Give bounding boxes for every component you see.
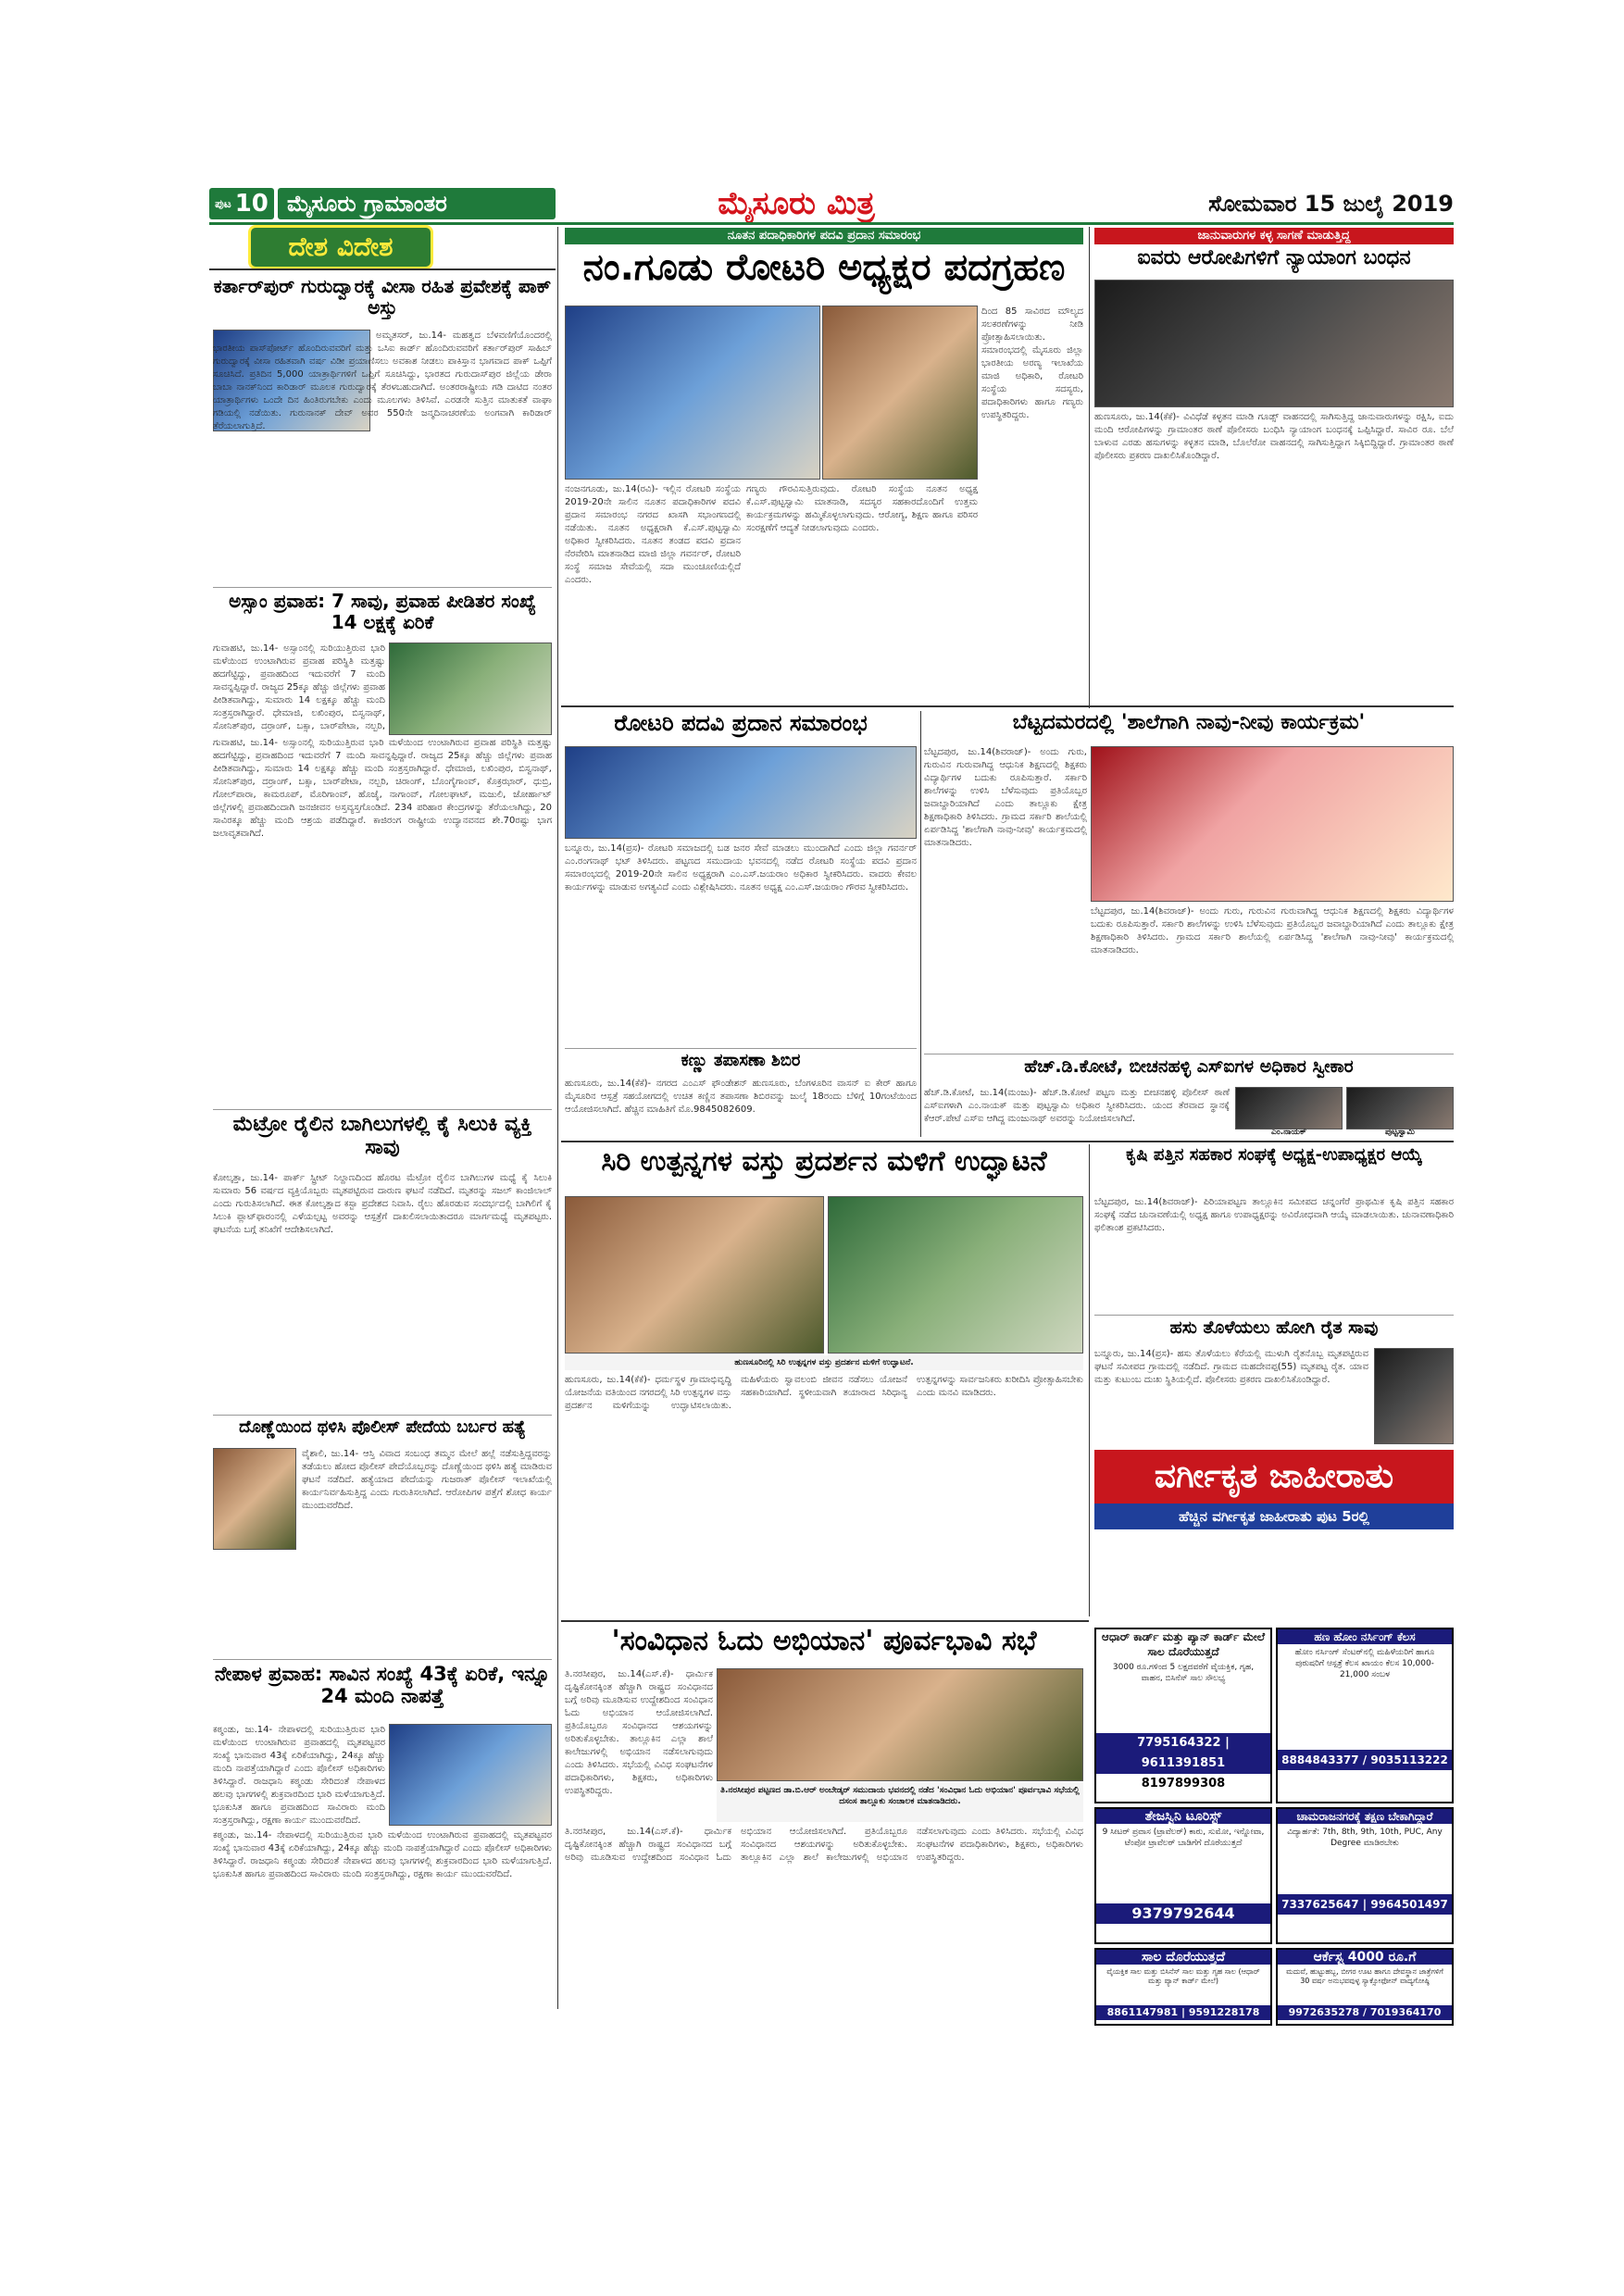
article-farmer-death: ಬನ್ನೂರು, ಜು.14(ಪ್ರಸ)- ಹಸು ತೊಳೆಯಲು ಕೆರೆಯಲ್ಲಿ ಮುಳುಗಿ ರೈತನೊಬ್ಬ ಮೃತಪಟ್ಟಿರುವ ಘಟನೆ ಸಮೀಪದ ಗ್ರಾಮದಲ್ಲಿ ನಡೆದಿದೆ. ಗ್ರಾಮದ ಮಹದೇವಪ್ಪ(55) ಮೃತಪಟ್ಟ ರೈತ. ಯಾವ ಮತ್ತು ಕುಟುಂಬ ದುಃಖ ಸ್ಥಿತಿಯಲ್ಲಿದೆ. ಪೊಲೀಸರು ಪ್ರಕರಣ ದಾಖಲಿಸಿಕೊಂಡಿದ್ದಾರೆ. <box>1094 1349 1368 1385</box>
issue-date: ಸೋಮವಾರ 15 ಜುಲೈ 2019 <box>1208 191 1454 217</box>
ad-phone-2: 8197899308 <box>1096 1774 1270 1794</box>
samvidhana-photo <box>717 1668 1083 1781</box>
desh-videsh-banner: ದೇಶ ವಿದೇಶ <box>248 225 433 269</box>
ad-phone: 7795164322 | 9611391851 <box>1096 1733 1270 1774</box>
ad-loan-aadhar[interactable] <box>1094 1628 1272 1803</box>
ad-phone: 8861147981 | 9591228178 <box>1096 2005 1270 2020</box>
headline-assam-flood: ಅಸ್ಸಾಂ ಪ್ರವಾಹ: 7 ಸಾವು, ಪ್ರವಾಹ ಪೀಡಿತರ ಸಂಖ್ಯೆ 14 ಲಕ್ಷಕ್ಕೆ ಏರಿಕೆ <box>229 591 536 633</box>
headline-nepal-flood: ನೇಪಾಳ ಪ್ರವಾಹ: ಸಾವಿನ ಸಂಖ್ಯೆ 43ಕ್ಕೆ ಏರಿಕೆ, ಇನ್ನೂ 24 ಮಂದಿ ನಾಪತ್ತೆ <box>214 1663 551 1708</box>
police-photo <box>213 1448 296 1550</box>
ad-home-nursing[interactable] <box>1276 1628 1454 1803</box>
article-samvidhana-b: ತಿ.ನರಸೀಪುರ, ಜು.14(ಎಸ್.ಕೆ)- ಧಾರ್ಮಿಕ ದೃಷ್ಟಿಕೋನಕ್ಕಿಂತ ಹೆಚ್ಚಾಗಿ ರಾಷ್ಟ್ರದ ಸಂವಿಧಾನದ ಬಗ್ಗೆ ಅರಿವು ಮೂಡಿಸುವ ಉದ್ದೇಶದಿಂದ ಸಂವಿಧಾನ ಓದು ಅಭಿಯಾನ ಆಯೋಜಿಸಲಾಗಿದೆ. ಪ್ರತಿಯೊಬ್ಬರೂ ಸಂವಿಧಾನದ ಆಶಯಗಳನ್ನು ಅರಿತುಕೊಳ್ಳಬೇಕು. ತಾಲ್ಲೂಕಿನ ಎಲ್ಲಾ ಶಾಲೆ ಕಾಲೇಜುಗಳಲ್ಲಿ ಅಭಿಯಾನ ನಡೆಸಲಾಗುವುದು ಎಂದು ತಿಳಿಸಿದರು. ಸಭೆಯಲ್ಲಿ ವಿವಿಧ ಸಂಘಟನೆಗಳ ಪದಾಧಿಕಾರಿಗಳು, ಶಿಕ್ಷಕರು, ಅಧಿಕಾರಿಗಳು ಉಪಸ್ಥಿತರಿದ್ದರು. <box>565 1827 1083 1863</box>
ad-title: ಆಧಾರ್ ಕಾರ್ಡ್ ಮತ್ತು ಪ್ಯಾನ್ ಕಾರ್ಡ್ ಮೇಲೆ ಸಾಲ ದೊರೆಯುತ್ತದೆ <box>1101 1630 1266 1658</box>
column-divider <box>1089 227 1090 708</box>
headline-samvidhana: 'ಸಂವಿಧಾನ ಓದು ಅಭಿಯಾನ' ಪೂರ್ವಭಾವಿ ಸಭೆ <box>611 1626 1037 1657</box>
ad-tourist[interactable] <box>1094 1807 1272 1944</box>
ad-body: ವಿದ್ಯಾರ್ಹತೆ: 7th, 8th, 9th, 10th, PUC, Any Degree ಮಾಡಿರಬೇಕು <box>1287 1828 1443 1848</box>
classifieds-banner: ವರ್ಗೀಕೃತ ಜಾಹೀರಾತು <box>1094 1450 1454 1504</box>
school-program-photo <box>1091 746 1454 902</box>
article-police-murder: ವೈಶಾಲಿ, ಜು.14- ಆಸ್ತಿ ವಿವಾದ ಸಂಬಂಧ ತಮ್ಮನ ಮೇಲೆ ಹಲ್ಲೆ ನಡೆಸುತ್ತಿದ್ದವರನ್ನು ತಡೆಯಲು ಹೋದ ಪೊಲೀಸ್ ಪೇದೆಯೊಬ್ಬರನ್ನು ದೊಣ್ಣೆಯಿಂದ ಥಳಿಸಿ ಹತ್ಯೆ ಮಾಡಿರುವ ಘಟನೆ ನಡೆದಿದೆ. ಹತ್ಯೆಯಾದ ಪೇದೆಯನ್ನು ಗುಜರಾತ್ ಪೊಲೀಸ್ ಇಲಾಖೆಯಲ್ಲಿ ಕಾರ್ಯನಿರ್ವಹಿಸುತ್ತಿದ್ದ ಎಂದು ಗುರುತಿಸಲಾಗಿದೆ. ಆರೋಪಿಗಳ ಪತ್ತೆಗೆ ಶೋಧ ಕಾರ್ಯ ಮುಂದುವರೆದಿದೆ. <box>302 1449 552 1511</box>
column-divider <box>557 227 558 2009</box>
ad-title: ಸಾಲ ದೊರೆಯುತ್ತದೆ <box>1096 1950 1270 1965</box>
rotary-photo-2 <box>822 306 978 480</box>
rotary-bannur-photo <box>565 746 917 839</box>
separator <box>213 1415 552 1416</box>
article-arrest: ಹುಣಸೂರು, ಜು.14(ಕೆಕೆ)- ವಿವಿಧೆಡೆ ಕಳ್ಳತನ ಮಾಡಿ ಗೂಡ್ಸ್ ವಾಹನದಲ್ಲಿ ಸಾಗಿಸುತ್ತಿದ್ದ ಜಾನುವಾರುಗಳನ್ನು ರಕ್ಷಿಸಿ, ಐದು ಮಂದಿ ಆರೋಪಿಗಳನ್ನು ಗ್ರಾಮಾಂತರ ಠಾಣೆ ಪೊಲೀಸರು ಬಂಧಿಸಿ ನ್ಯಾಯಾಂಗ ಬಂಧನಕ್ಕೆ ಒಪ್ಪಿಸಿದ್ದಾರೆ. ಸಾವಿರ ರೂ. ಬೆಲೆ ಬಾಳುವ ಎರಡು ಹಸುಗಳನ್ನು ಕಳ್ಳತನ ಮಾಡಿ, ಬೊಲೆರೋ ವಾಹನದಲ್ಲಿ ಸಾಗಿಸುತ್ತಿದ್ದಾಗ ಸಿಕ್ಕಿಬಿದ್ದಿದ್ದಾರೆ. ಗ್ರಾಮಾಂತರ ಠಾಣೆ ಪೊಲೀಸರು ಪ್ರಕರಣ ದಾಖಲಿಸಿಕೊಂಡಿದ್ದಾರೆ. <box>1094 412 1454 461</box>
assam-flood-photo <box>389 643 552 735</box>
headline-siri-exhibition: ಸಿರಿ ಉತ್ಪನ್ನಗಳ ವಸ್ತು ಪ್ರದರ್ಶನ ಮಳಿಗೆ ಉದ್ಘಾಟನೆ <box>601 1146 1047 1178</box>
article-rotary-b: ಗಣ್ಯರು ಗೌರವಿಸುತ್ತಿರುವುದು. ರೋಟರಿ ಸಂಸ್ಥೆಯ ನೂತನ ಅಧ್ಯಕ್ಷ ಕೆ.ಎಸ್.ಪುಟ್ಟಸ್ವಾಮಿ ಮಾತನಾಡಿ, ಸದಸ್ಯರ ಸಹಕಾರದೊಂದಿಗೆ ಉತ್ತಮ ಕಾರ್ಯಕ್ರಮಗಳನ್ನು ಹಮ್ಮಿಕೊಳ್ಳಲಾಗುವುದು. ಆರೋಗ್ಯ, ಶಿಕ್ಷಣ ಹಾಗೂ ಪರಿಸರ ಸಂರಕ್ಷಣೆಗೆ ಆದ್ಯತೆ ನೀಡಲಾಗುವುದು ಎಂದರು. <box>746 484 978 533</box>
section-rule <box>561 1141 1454 1142</box>
section-rule <box>561 1620 1089 1622</box>
headline-farmer-death: ಹಸು ತೊಳೆಯಲು ಹೋಗಿ ರೈತ ಸಾವು <box>1169 1318 1379 1338</box>
arrest-kicker: ಜಾನುವಾರುಗಳ ಕಳ್ಳ ಸಾಗಣೆ ಮಾಡುತ್ತಿದ್ದ <box>1094 228 1454 244</box>
ad-phone: 9972635278 / 7019364170 <box>1278 2005 1452 2020</box>
article-rotary-bannur: ಬನ್ನೂರು, ಜು.14(ಪ್ರಸ)- ರೋಟರಿ ಸಮಾಜದಲ್ಲಿ ಬಡ ಜನರ ಸೇವೆ ಮಾಡಲು ಮುಂದಾಗಿದೆ ಎಂದು ಜಿಲ್ಲಾ ಗವರ್ನರ್ ಎಂ.ರಂಗನಾಥ್ ಭಟ್ ತಿಳಿಸಿದರು. ಪಟ್ಟಣದ ಸಮುದಾಯ ಭವನದಲ್ಲಿ ನಡೆದ ರೋಟರಿ ಸಂಸ್ಥೆಯ ಪದವಿ ಪ್ರದಾನ ಸಮಾರಂಭದಲ್ಲಿ 2019-20ನೇ ಸಾಲಿನ ಅಧ್ಯಕ್ಷರಾಗಿ ಎಂ.ಎಸ್.ಜಯರಾಂ ಅಧಿಕಾರ ಸ್ವೀಕರಿಸಿದರು. ವಾದರು ಕೇವಲ ಕಾರ್ಯಗಳನ್ನು ಮಾಡುವ ಅಗತ್ಯವಿದೆ ಎಂದು ವಿಶ್ಲೇಷಿಸಿದರು. ನೂತನ ಅಧ್ಯಕ್ಷ ಎಂ.ಎಸ್.ಜಯರಾಂ ಗೌರವ ಸ್ವೀಕರಿಸಿದರು. <box>565 843 917 892</box>
ad-orchestra[interactable] <box>1276 1948 1454 2026</box>
column-divider <box>920 711 921 1137</box>
section-title: ಮೈಸೂರು ಗ್ರಾಮಾಂತರ <box>278 188 556 219</box>
samvidhana-caption: ತಿ.ನರಸೀಪುರ ಪಟ್ಟಣದ ಡಾ.ಬಿ.ಆರ್ ಅಂಬೇಡ್ಕರ್ ಸಮುದಾಯ ಭವನದಲ್ಲಿ ನಡೆದ 'ಸಂವಿಧಾನ ಓದು ಅಭಿಯಾನ' ಪೂರ್ವಭಾವಿ ಸಭೆಯಲ್ಲಿ ದಸಂಸ ತಾಲ್ಲೂಕು ಸಂಚಾಲಕ ಮಾತನಾಡಿದರು. <box>717 1783 1083 1822</box>
page-number: 10 <box>234 190 269 218</box>
article-krishi-election: ಬೆಟ್ಟದಪುರ, ಜು.14(ಶಿವರಾಜ್)- ಪಿರಿಯಾಪಟ್ಟಣ ತಾಲ್ಲೂಕಿನ ಸಮೀಪದ ಚನ್ನಂಗೆರೆ ಪ್ರಾಥಮಿಕ ಕೃಷಿ ಪತ್ತಿನ ಸಹಕಾರ ಸಂಘಕ್ಕೆ ನಡೆದ ಚುನಾವಣೆಯಲ್ಲಿ ಅಧ್ಯಕ್ಷ ಹಾಗೂ ಉಪಾಧ್ಯಕ್ಷರನ್ನು ಅವಿರೋಧವಾಗಿ ಆಯ್ಕೆ ಮಾಡಲಾಯಿತು. ಚುನಾವಣಾಧಿಕಾರಿ ಫಲಿತಾಂಶ ಪ್ರಕಟಿಸಿದರು. <box>1094 1197 1454 1233</box>
siri-caption: ಹುಣಸೂರಿನಲ್ಲಿ ಸಿರಿ ಉತ್ಪನ್ನಗಳ ವಸ್ತು ಪ್ರದರ್ಶನ ಮಳಿಗೆ ಉದ್ಘಾಟನೆ. <box>565 1355 1083 1370</box>
article-samvidhana-a: ತಿ.ನರಸೀಪುರ, ಜು.14(ಎಸ್.ಕೆ)- ಧಾರ್ಮಿಕ ದೃಷ್ಟಿಕೋನಕ್ಕಿಂತ ಹೆಚ್ಚಾಗಿ ರಾಷ್ಟ್ರದ ಸಂವಿಧಾನದ ಬಗ್ಗೆ ಅರಿವು ಮೂಡಿಸುವ ಉದ್ದೇಶದಿಂದ ಸಂವಿಧಾನ ಓದು ಅಭಿಯಾನ ಆಯೋಜಿಸಲಾಗಿದೆ. ಪ್ರತಿಯೊಬ್ಬರೂ ಸಂವಿಧಾನದ ಆಶಯಗಳನ್ನು ಅರಿತುಕೊಳ್ಳಬೇಕು. ತಾಲ್ಲೂಕಿನ ಎಲ್ಲಾ ಶಾಲೆ ಕಾಲೇಜುಗಳಲ್ಲಿ ಅಭಿಯಾನ ನಡೆಸಲಾಗುವುದು ಎಂದು ತಿಳಿಸಿದರು. ಸಭೆಯಲ್ಲಿ ವಿವಿಧ ಸಂಘಟನೆಗಳ ಪದಾಧಿಕಾರಿಗಳು, ಶಿಕ್ಷಕರು, ಅಧಿಕಾರಿಗಳು ಉಪಸ್ಥಿತರಿದ್ದರು. <box>565 1669 713 1796</box>
section-rule <box>561 705 1454 707</box>
ad-title: ಆರ್ಕೆಸ್ಟ್ರ 4000 ರೂ.ಗೆ <box>1278 1950 1452 1965</box>
article-assam-flood-b: ಗುವಾಹಟಿ, ಜು.14- ಅಸ್ಸಾಂನಲ್ಲಿ ಸುರಿಯುತ್ತಿರುವ ಭಾರಿ ಮಳೆಯಿಂದ ಉಂಟಾಗಿರುವ ಪ್ರವಾಹ ಪರಿಸ್ಥಿತಿ ಮತ್ತಷ್ಟು ಹದಗೆಟ್ಟಿದ್ದು, ಪ್ರವಾಹದಿಂದ ಇದುವರೆಗೆ 7 ಮಂದಿ ಸಾವನ್ನಪ್ಪಿದ್ದಾರೆ. ರಾಜ್ಯದ 25ಕ್ಕೂ ಹೆಚ್ಚು ಜಿಲ್ಲೆಗಳು ಪ್ರವಾಹ ಪೀಡಿತವಾಗಿದ್ದು, ಸುಮಾರು 14 ಲಕ್ಷಕ್ಕೂ ಹೆಚ್ಚು ಮಂದಿ ಸಂತ್ರಸ್ತರಾಗಿದ್ದಾರೆ. ಧೇಮಾಜಿ, ಲಖಿಂಪುರ, ಬಿಸ್ವನಾಥ್, ಸೋನಿತ್‌ಪುರ, ದರ್ರಾಂಗ್, ಬಕ್ಸಾ, ಬಾರ್‌ಪೇಟಾ, ನಲ್ಬರಿ, ಚಿರಾಂಗ್, ಬೊಂಗೈಗಾಂವ್, ಕೊಕ್ರಝಾರ್, ಧುಬ್ರಿ, ಗೋಲ್‌ಪಾರಾ, ಕಾಮರೂಪ್, ಮೊರಿಗಾಂವ್, ಹೊಜೈ, ನಾಗಾಂವ್, ಗೋಲಘಾಟ್, ಮಜುಲಿ, ಜೋರ್ಹಾಟ್ ಜಿಲ್ಲೆಗಳಲ್ಲಿ ಪ್ರವಾಹದಿಂದಾಗಿ ಜನಜೀವನ ಅಸ್ತವ್ಯಸ್ತಗೊಂಡಿದೆ. 234 ಪರಿಹಾರ ಕೇಂದ್ರಗಳನ್ನು ತೆರೆಯಲಾಗಿದ್ದು, 20 ಸಾವಿರಕ್ಕೂ ಹೆಚ್ಚು ಮಂದಿ ಆಶ್ರಯ ಪಡೆದಿದ್ದಾರೆ. ಕಾಜಿರಂಗ ರಾಷ್ಟ್ರೀಯ ಉದ್ಯಾನವನದ ಶೇ.70ರಷ್ಟು ಭಾಗ ಜಲಾವೃತವಾಗಿದೆ. <box>213 738 552 839</box>
ad-jobs[interactable] <box>1276 1807 1454 1944</box>
ad-title: ತೇಜಸ್ವಿನಿ ಟೂರಿಸ್ಟ್ <box>1096 1809 1270 1824</box>
article-nepal-flood-b: ಕಠ್ಮಂಡು, ಜು.14- ನೇಪಾಳದಲ್ಲಿ ಸುರಿಯುತ್ತಿರುವ ಭಾರಿ ಮಳೆಯಿಂದ ಉಂಟಾಗಿರುವ ಪ್ರವಾಹದಲ್ಲಿ ಮೃತಪಟ್ಟವರ ಸಂಖ್ಯೆ ಭಾನುವಾರ 43ಕ್ಕೆ ಏರಿಕೆಯಾಗಿದ್ದು, 24ಕ್ಕೂ ಹೆಚ್ಚು ಮಂದಿ ನಾಪತ್ತೆಯಾಗಿದ್ದಾರೆ ಎಂದು ಪೊಲೀಸ್ ಅಧಿಕಾರಿಗಳು ತಿಳಿಸಿದ್ದಾರೆ. ರಾಜಧಾನಿ ಕಠ್ಮಂಡು ಸೇರಿದಂತೆ ನೇಪಾಳದ ಹಲವು ಭಾಗಗಳಲ್ಲಿ ಶುಕ್ರವಾರದಿಂದ ಭಾರಿ ಮಳೆಯಾಗುತ್ತಿದೆ. ಭೂಕುಸಿತ ಹಾಗೂ ಪ್ರವಾಹದಿಂದ ಸಾವಿರಾರು ಮಂದಿ ಸಂತ್ರಸ್ತರಾಗಿದ್ದು, ರಕ್ಷಣಾ ಕಾರ್ಯ ಮುಂದುವರೆದಿದೆ. <box>213 1830 552 1879</box>
si-caption-2: ಪುಟ್ಟಸ್ವಾಮಿ <box>1384 1128 1416 1137</box>
siri-photo-1 <box>565 1196 824 1354</box>
headline-metro: ಮೆಟ್ರೋ ರೈಲಿನ ಬಾಗಿಲುಗಳಲ್ಲಿ ಕೈ ಸಿಲುಕಿ ವ್ಯಕ್ತಿ ಸಾವು <box>232 1113 532 1160</box>
separator <box>213 587 552 588</box>
article-kartarpur: ಅಮೃತಸರ್, ಜು.14- ಮಹತ್ವದ ಬೆಳವಣಿಗೆಯೊಂದರಲ್ಲಿ ಭಾರತೀಯ ಪಾಸ್‌ಪೋರ್ಟ್ ಹೊಂದಿರುವವರಿಗೆ ಮತ್ತು ಒಸಿಐ ಕಾರ್ಡ್ ಹೊಂದಿರುವವರಿಗೆ ಕರ್ತಾರ್‌ಪುರ್ ಸಾಹಿಬ್ ಗುರುದ್ವಾರಕ್ಕೆ ವೀಸಾ ರಹಿತವಾಗಿ ವರ್ಷ ವಿಡೀ ಪ್ರಯಾಣಿಸಲು ಅವಕಾಶ ನೀಡಲು ಪಾಕಿಸ್ತಾನ ಭಾಗವಾದ ಪಾಕ್ ಒಪ್ಪಿಗೆ ಸೂಚಿಸಿದೆ. ಪ್ರತಿದಿನ 5,000 ಯಾತ್ರಾರ್ಥಿಗಳಿಗೆ ಒಪ್ಪಿಗೆ ಸೂಚಿಸಿದ್ದು, ಭಾರತದ ಗುರುದಾಸ್‌ಪುರ ಜಿಲ್ಲೆಯ ಡೇರಾ ಬಾಬಾ ನಾನಕ್‌ನಿಂದ ಕಾರಿಡಾರ್ ಮೂಲಕ ಗುರುದ್ವಾರಕ್ಕೆ ತೆರಳಬಹುದಾಗಿದೆ. ಅಂತರರಾಷ್ಟ್ರೀಯ ಗಡಿ ದಾಟಿದ ನಂತರ ಯಾತ್ರಾರ್ಥಿಗಳು ಒಂದೇ ದಿನ ಹಿಂತಿರುಗಬೇಕು ಎಂದು ಮೂಲಗಳು ತಿಳಿಸಿವೆ. ಎರಡನೇ ಸುತ್ತಿನ ಮಾತುಕತೆ ವಾಘಾ ಗಡಿಯಲ್ಲಿ ನಡೆಯಿತು. ಗುರುನಾನಕ್ ದೇವ್ ಅವರ 550ನೇ ಜನ್ಮದಿನಾಚರಣೆಯ ಅಂಗವಾಗಿ ಕಾರಿಡಾರ್ ತೆರೆಯಲಾಗುತ್ತಿದೆ. <box>213 331 552 431</box>
article-assam-flood-a: ಗುವಾಹಟಿ, ಜು.14- ಅಸ್ಸಾಂನಲ್ಲಿ ಸುರಿಯುತ್ತಿರುವ ಭಾರಿ ಮಳೆಯಿಂದ ಉಂಟಾಗಿರುವ ಪ್ರವಾಹ ಪರಿಸ್ಥಿತಿ ಮತ್ತಷ್ಟು ಹದಗೆಟ್ಟಿದ್ದು, ಪ್ರವಾಹದಿಂದ ಇದುವರೆಗೆ 7 ಮಂದಿ ಸಾವನ್ನಪ್ಪಿದ್ದಾರೆ. ರಾಜ್ಯದ 25ಕ್ಕೂ ಹೆಚ್ಚು ಜಿಲ್ಲೆಗಳು ಪ್ರವಾಹ ಪೀಡಿತವಾಗಿದ್ದು, ಸುಮಾರು 14 ಲಕ್ಷಕ್ಕೂ ಹೆಚ್ಚು ಮಂದಿ ಸಂತ್ರಸ್ತರಾಗಿದ್ದಾರೆ. ಧೇಮಾಜಿ, ಲಖಿಂಪುರ, ಬಿಸ್ವನಾಥ್, ಸೋನಿತ್‌ಪುರ, ದರ್ರಾಂಗ್, ಬಕ್ಸಾ, ಬಾರ್‌ಪೇಟಾ, ನಲ್ಬರಿ, <box>213 643 385 731</box>
headline-school-program: ಬೆಟ್ಟದಮರದಲ್ಲಿ 'ಶಾಲೆಗಾಗಿ ನಾವು-ನೀವು ಕಾರ್ಯಕ್ರಮ' <box>1012 711 1366 734</box>
article-school-program-a: ಬೆಟ್ಟದಪುರ, ಜು.14(ಶಿವರಾಜ್)- ಅಂದು ಗುರು, ಗುರುವಿನ ಗುರುವಾಗಿದ್ದ ಆಧುನಿಕ ಶಿಕ್ಷಣದಲ್ಲಿ ಶಿಕ್ಷಕರು ವಿದ್ಯಾರ್ಥಿಗಳ ಬದುಕು ರೂಪಿಸುತ್ತಾರೆ. ಸರ್ಕಾರಿ ಶಾಲೆಗಳನ್ನು ಉಳಿಸಿ ಬೆಳೆಸುವುದು ಪ್ರತಿಯೊಬ್ಬರ ಜವಾಬ್ದಾರಿಯಾಗಿದೆ ಎಂದು ತಾಲ್ಲೂಕು ಕ್ಷೇತ್ರ ಶಿಕ್ಷಣಾಧಿಕಾರಿ ತಿಳಿಸಿದರು. ಗ್ರಾಮದ ಸರ್ಕಾರಿ ಶಾಲೆಯಲ್ಲಿ ಏರ್ಪಡಿಸಿದ್ದ 'ಶಾಲೆಗಾಗಿ ನಾವು-ನೀವು' ಕಾರ್ಯಕ್ರಮದಲ್ಲಿ ಮಾತನಾಡಿದರು. <box>924 747 1087 848</box>
article-metro: ಕೋಲ್ಕತ್ತಾ, ಜು.14- ಪಾರ್ಕ್ ಸ್ಟ್ರೀಟ್ ನಿಲ್ದಾಣದಿಂದ ಹೊರಟ ಮೆಟ್ರೋ ರೈಲಿನ ಬಾಗಿಲುಗಳ ಮಧ್ಯೆ ಕೈ ಸಿಲುಕಿ ಸುಮಾರು 56 ವರ್ಷದ ವ್ಯಕ್ತಿಯೊಬ್ಬರು ಮೃತಪಟ್ಟಿರುವ ದಾರುಣ ಘಟನೆ ನಡೆದಿದೆ. ಮೃತರನ್ನು ಸಜಲ್ ಕಾಂಜಿಲಾಲ್ ಎಂದು ಗುರುತಿಸಲಾಗಿದೆ. ಈತ ಕೋಲ್ಕತ್ತಾದ ಕಸ್ಬಾ ಪ್ರದೇಶದ ನಿವಾಸಿ. ರೈಲು ಹೊರಡುವ ಸಂದರ್ಭದಲ್ಲಿ ಬಾಗಿಲಿಗೆ ಕೈ ಸಿಲುಕಿ ಪ್ಲಾಟ್‌ಫಾರಂನಲ್ಲಿ ಎಳೆಯಲ್ಪಟ್ಟ ಅವರನ್ನು ಆಸ್ಪತ್ರೆಗೆ ದಾಖಲಿಸಲಾಯಿತಾದರೂ ಮಾರ್ಗಮಧ್ಯೆ ಮೃತಪಟ್ಟರು. ಘಟನೆಯ ಬಗ್ಗೆ ತನಿಖೆಗೆ ಆದೇಶಿಸಲಾಗಿದೆ. <box>213 1173 552 1235</box>
siri-photo-2 <box>828 1196 1083 1354</box>
ad-body: 9 ಸೀಟರ್ ಪ್ರವಾಸ (ಟ್ರಾವೆಲರ್) ಕಾರು, ಸುಮೋ, ಇನ್ನೋವಾ, ಟೆಂಪೋ ಟ್ರಾವೆಲರ್ ಬಾಡಿಗೆಗೆ ದೊರೆಯುತ್ತದೆ <box>1102 1828 1265 1848</box>
si-caption-1: ಎಂ.ನಾಯಕ್ <box>1271 1128 1306 1137</box>
newspaper-name: ಮೈಸೂರು ಮಿತ್ರ <box>718 185 875 222</box>
page-label: ಪುಟ <box>215 196 231 210</box>
separator <box>213 1659 552 1660</box>
headline-arrest: ಐವರು ಆರೋಪಿಗಳಿಗೆ ನ್ಯಾಯಾಂಗ ಬಂಧನ <box>1137 246 1411 269</box>
nepal-flood-photo <box>389 1724 552 1826</box>
classifieds-subtitle: ಹೆಚ್ಚಿನ ವರ್ಗೀಕೃತ ಜಾಹೀರಾತು ಪುಟ 5ರಲ್ಲಿ <box>1094 1504 1454 1529</box>
article-school-program-b: ಬೆಟ್ಟದಪುರ, ಜು.14(ಶಿವರಾಜ್)- ಅಂದು ಗುರು, ಗುರುವಿನ ಗುರುವಾಗಿದ್ದ ಆಧುನಿಕ ಶಿಕ್ಷಣದಲ್ಲಿ ಶಿಕ್ಷಕರು ವಿದ್ಯಾರ್ಥಿಗಳ ಬದುಕು ರೂಪಿಸುತ್ತಾರೆ. ಸರ್ಕಾರಿ ಶಾಲೆಗಳನ್ನು ಉಳಿಸಿ ಬೆಳೆಸುವುದು ಪ್ರತಿಯೊಬ್ಬರ ಜವಾಬ್ದಾರಿಯಾಗಿದೆ ಎಂದು ತಾಲ್ಲೂಕು ಕ್ಷೇತ್ರ ಶಿಕ್ಷಣಾಧಿಕಾರಿ ತಿಳಿಸಿದರು. ಗ್ರಾಮದ ಸರ್ಕಾರಿ ಶಾಲೆಯಲ್ಲಿ ಏರ್ಪಡಿಸಿದ್ದ 'ಶಾಲೆಗಾಗಿ ನಾವು-ನೀವು' ಕಾರ್ಯಕ್ರಮದಲ್ಲಿ ಮಾತನಾಡಿದರು. <box>1091 906 1454 955</box>
ad-phone: 7337625647 | 9964501497 <box>1278 1894 1452 1915</box>
ad-phone: 9379792644 <box>1096 1903 1270 1924</box>
separator <box>565 1048 917 1049</box>
arrest-photo <box>1094 280 1454 407</box>
ad-body: ಹೋಂ ನರ್ಸಿಂಗ್ ಸೆಂಟರ್‌ನಲ್ಲಿ ಮಹಿಳೆಯರಿಗೆ ಹಾಗೂ ಪುರುಷರಿಗೆ ಆಸ್ಪತ್ರೆ ಕೆಲಸ ಖಾಯಂ ಕೆಲಸ 10,000-21,000 ಸಂಬಳ <box>1294 1648 1435 1679</box>
ad-body: ವೈಯಕ್ತಿಕ ಸಾಲ ಮತ್ತು ಬಿಸಿನೆಸ್ ಸಾಲ ಮತ್ತು ಗೃಹ ಸಾಲ (ಆಧಾರ್ ಮತ್ತು ಪ್ಯಾನ್ ಕಾರ್ಡ್ ಮೇಲೆ) <box>1106 1967 1260 1985</box>
headline-rotary-bannur: ರೋಟರಿ ಪದವಿ ಪ್ರದಾನ ಸಮಾರಂಭ <box>614 711 868 736</box>
article-nepal-flood-a: ಕಠ್ಮಂಡು, ಜು.14- ನೇಪಾಳದಲ್ಲಿ ಸುರಿಯುತ್ತಿರುವ ಭಾರಿ ಮಳೆಯಿಂದ ಉಂಟಾಗಿರುವ ಪ್ರವಾಹದಲ್ಲಿ ಮೃತಪಟ್ಟವರ ಸಂಖ್ಯೆ ಭಾನುವಾರ 43ಕ್ಕೆ ಏರಿಕೆಯಾಗಿದ್ದು, 24ಕ್ಕೂ ಹೆಚ್ಚು ಮಂದಿ ನಾಪತ್ತೆಯಾಗಿದ್ದಾರೆ ಎಂದು ಪೊಲೀಸ್ ಅಧಿಕಾರಿಗಳು ತಿಳಿಸಿದ್ದಾರೆ. ರಾಜಧಾನಿ ಕಠ್ಮಂಡು ಸೇರಿದಂತೆ ನೇಪಾಳದ ಹಲವು ಭಾಗಗಳಲ್ಲಿ ಶುಕ್ರವಾರದಿಂದ ಭಾರಿ ಮಳೆಯಾಗುತ್ತಿದೆ. ಭೂಕುಸಿತ ಹಾಗೂ ಪ್ರವಾಹದಿಂದ ಸಾವಿರಾರು ಮಂದಿ ಸಂತ್ರಸ್ತರಾಗಿದ್ದು, ರಕ್ಷಣಾ ಕಾರ್ಯ ಮುಂದುವರೆದಿದೆ. <box>213 1725 385 1826</box>
page-number-badge <box>209 188 274 219</box>
ad-title: ಚಾಮರಾಜನಗರಕ್ಕೆ ತಕ್ಷಣ ಬೇಕಾಗಿದ್ದಾರೆ <box>1278 1809 1452 1824</box>
headline-si-charge: ಹೆಚ್.ಡಿ.ಕೋಟೆ, ಬೀಚನಹಳ್ಳಿ ಎಸ್‌ಐಗಳ ಅಧಿಕಾರ ಸ್ವೀಕಾರ <box>1024 1057 1354 1077</box>
ad-title: ಹಣ ಹೋಂ ನರ್ಸಿಂಗ್ ಕೆಲಸ <box>1278 1629 1452 1644</box>
article-si-charge: ಹೆಚ್.ಡಿ.ಕೋಟೆ, ಜು.14(ಮಂಜು)- ಹೆಚ್.ಡಿ.ಕೋಟೆ ಪಟ್ಟಣ ಮತ್ತು ಬೀಚನಹಳ್ಳಿ ಪೊಲೀಸ್ ಠಾಣೆ ಎಸ್‌ಐಗಳಾಗಿ ಎಂ.ನಾಯಕ್ ಮತ್ತು ಪುಟ್ಟಸ್ವಾಮಿ ಅಧಿಕಾರ ಸ್ವೀಕರಿಸಿದರು. ಯಂದ ತೆರವಾದ ಸ್ಥಾನಕ್ಕೆ ಕೆಆರ್.ಪೇಟೆ ಎಸ್‌ಐ ಆಗಿದ್ದ ಮಂಜುನಾಥ್ ಅವರನ್ನು ನಿಯೋಜಿಸಲಾಗಿದೆ. <box>924 1088 1230 1124</box>
headline-kartarpur: ಕರ್ತಾರ್‌ಪುರ್ ಗುರುದ್ವಾರಕ್ಕೆ ವೀಸಾ ರಹಿತ ಪ್ರವೇಶಕ್ಕೆ ಪಾಕ್ ಅಸ್ತು <box>213 276 552 318</box>
headline-police-murder: ದೊಣ್ಣೆಯಿಂದ ಥಳಿಸಿ ಪೊಲೀಸ್ ಪೇದೆಯ ಬರ್ಬರ ಹತ್ಯೆ <box>239 1418 526 1437</box>
ad-body: ಮದುವೆ, ಹುಟ್ಟುಹಬ್ಬ, ಬೀಗರ ಊಟ ಹಾಗೂ ದೇವಸ್ಥಾನ ಜಾತ್ರೆಗಳಿಗೆ 30 ವರ್ಷ ಅನುಭವವುಳ್ಳ ಸ್ಯಾಕ್ಸೋಫೋನ್ ವಾದ್ಯಗೋಷ್ಠಿ <box>1286 1967 1443 1985</box>
headline-eye-camp: ಕಣ್ಣು ತಪಾಸಣಾ ಶಿಬಿರ <box>681 1052 801 1070</box>
column-divider <box>1089 1144 1090 1616</box>
article-rotary-a: ನಂಜನಗೂಡು, ಜು.14(ರವಿ)- ಇಲ್ಲಿನ ರೋಟರಿ ಸಂಸ್ಥೆಯ 2019-20ನೇ ಸಾಲಿನ ನೂತನ ಪದಾಧಿಕಾರಿಗಳ ಪದವಿ ಪ್ರದಾನ ಸಮಾರಂಭ ನಗರದ ಖಾಸಗಿ ಸಭಾಂಗಣದಲ್ಲಿ ನಡೆಯಿತು. ನೂತನ ಅಧ್ಯಕ್ಷರಾಗಿ ಕೆ.ಎಸ್.ಪುಟ್ಟಸ್ವಾಮಿ ಅಧಿಕಾರ ಸ್ವೀಕರಿಸಿದರು. ನೂತನ ತಂಡದ ಪದವಿ ಪ್ರದಾನ ನೆರವೇರಿಸಿ ಮಾತನಾಡಿದ ಮಾಜಿ ಜಿಲ್ಲಾ ಗವರ್ನರ್, ರೋಟರಿ ಸಂಸ್ಥೆ ಸಮಾಜ ಸೇವೆಯಲ್ಲಿ ಸದಾ ಮುಂಚೂಣಿಯಲ್ಲಿದೆ ಎಂದರು. <box>565 484 741 585</box>
ad-personal-loan[interactable] <box>1094 1948 1272 2026</box>
article-eye-camp: ಹುಣಸೂರು, ಜು.14(ಕೆಕೆ)- ನಗರದ ಎಂಎಸ್ ಫೌಂಡೇಶನ್ ಹುಣಸೂರು, ಬೆಂಗಳೂರಿನ ವಾಸನ್ ಐ ಕೇರ್ ಹಾಗೂ ಮೈಸೂರಿನ ಆಸ್ಪತ್ರೆ ಸಹಯೋಗದಲ್ಲಿ ಉಚಿತ ಕಣ್ಣಿನ ತಪಾಸಣಾ ಶಿಬಿರವನ್ನು ಜುಲೈ 18ರಂದು ಬೆಳಿಗ್ಗೆ 10ಗಂಟೆಯಿಂದ ಆಯೋಜಿಸಲಾಗಿದೆ. ಹೆಚ್ಚಿನ ಮಾಹಿತಿಗೆ ಮೊ.9845082609. <box>565 1079 917 1115</box>
ad-body: 3000 ರೂ.ಗಳಿಂದ 5 ಲಕ್ಷದವರೆಗೆ ವೈಯಕ್ತಿಕ, ಗೃಹ, ವಾಹನ, ಬಿಸಿನೆಸ್ ಸಾಲ ಸೌಲಭ್ಯ <box>1112 1663 1255 1683</box>
si-photo-1 <box>1235 1087 1343 1129</box>
ad-phone: 8884843377 / 9035113222 <box>1278 1750 1452 1770</box>
separator <box>1094 1315 1454 1316</box>
article-rotary-c: ದಿಂದ 85 ಸಾವಿರದ ಮೌಲ್ಯದ ಸಲಕರಣೆಗಳನ್ನು ನೀಡಿ ಪ್ರೋತ್ಸಾಹಿಸಲಾಯಿತು. ಸಮಾರಂಭದಲ್ಲಿ ಮೈಸೂರು ಜಿಲ್ಲಾ ಭಾರತೀಯ ಅರಣ್ಯ ಇಲಾಖೆಯ ಮಾಜಿ ಅಧಿಕಾರಿ, ರೋಟರಿ ಸಂಸ್ಥೆಯ ಸದಸ್ಯರು, ಪದಾಧಿಕಾರಿಗಳು ಹಾಗೂ ಗಣ್ಯರು ಉಪಸ್ಥಿತರಿದ್ದರು. <box>981 306 1083 420</box>
separator <box>213 1109 552 1110</box>
col1-rule <box>209 268 556 270</box>
farmer-photo <box>1374 1348 1454 1444</box>
si-photo-2 <box>1346 1087 1454 1129</box>
headline-krishi-election: ಕೃಷಿ ಪತ್ತಿನ ಸಹಕಾರ ಸಂಘಕ್ಕೆ ಅಧ್ಯಕ್ಷ-ಉಪಾಧ್ಯಕ್ಷರ ಆಯ್ಕೆ <box>1126 1146 1422 1165</box>
headline-rotary-nanjangud: ನಂ.ಗೂಡು ರೋಟರಿ ಅಧ್ಯಕ್ಷರ ಪದಗ್ರಹಣ <box>582 246 1066 289</box>
rotary-photo-1 <box>565 306 820 480</box>
article-siri-exhibition: ಹುಣಸೂರು, ಜು.14(ಕೆಕೆ)- ಧರ್ಮಸ್ಥಳ ಗ್ರಾಮಾಭಿವೃದ್ಧಿ ಯೋಜನೆಯ ವತಿಯಿಂದ ನಗರದಲ್ಲಿ ಸಿರಿ ಉತ್ಪನ್ನಗಳ ವಸ್ತು ಪ್ರದರ್ಶನ ಮಳಿಗೆಯನ್ನು ಉದ್ಘಾಟಿಸಲಾಯಿತು. ಮಹಿಳೆಯರು ಸ್ವಾವಲಂಬಿ ಜೀವನ ನಡೆಸಲು ಯೋಜನೆ ಸಹಕಾರಿಯಾಗಿದೆ. ಸ್ಥಳೀಯವಾಗಿ ತಯಾರಾದ ಸಿರಿಧಾನ್ಯ ಉತ್ಪನ್ನಗಳನ್ನು ಸಾರ್ವಜನಿಕರು ಖರೀದಿಸಿ ಪ್ರೋತ್ಸಾಹಿಸಬೇಕು ಎಂದು ಮನವಿ ಮಾಡಿದರು. <box>565 1375 1083 1411</box>
rotary-kicker: ನೂತನ ಪದಾಧಿಕಾರಿಗಳ ಪದವಿ ಪ್ರದಾನ ಸಮಾರಂಭ <box>565 228 1083 244</box>
